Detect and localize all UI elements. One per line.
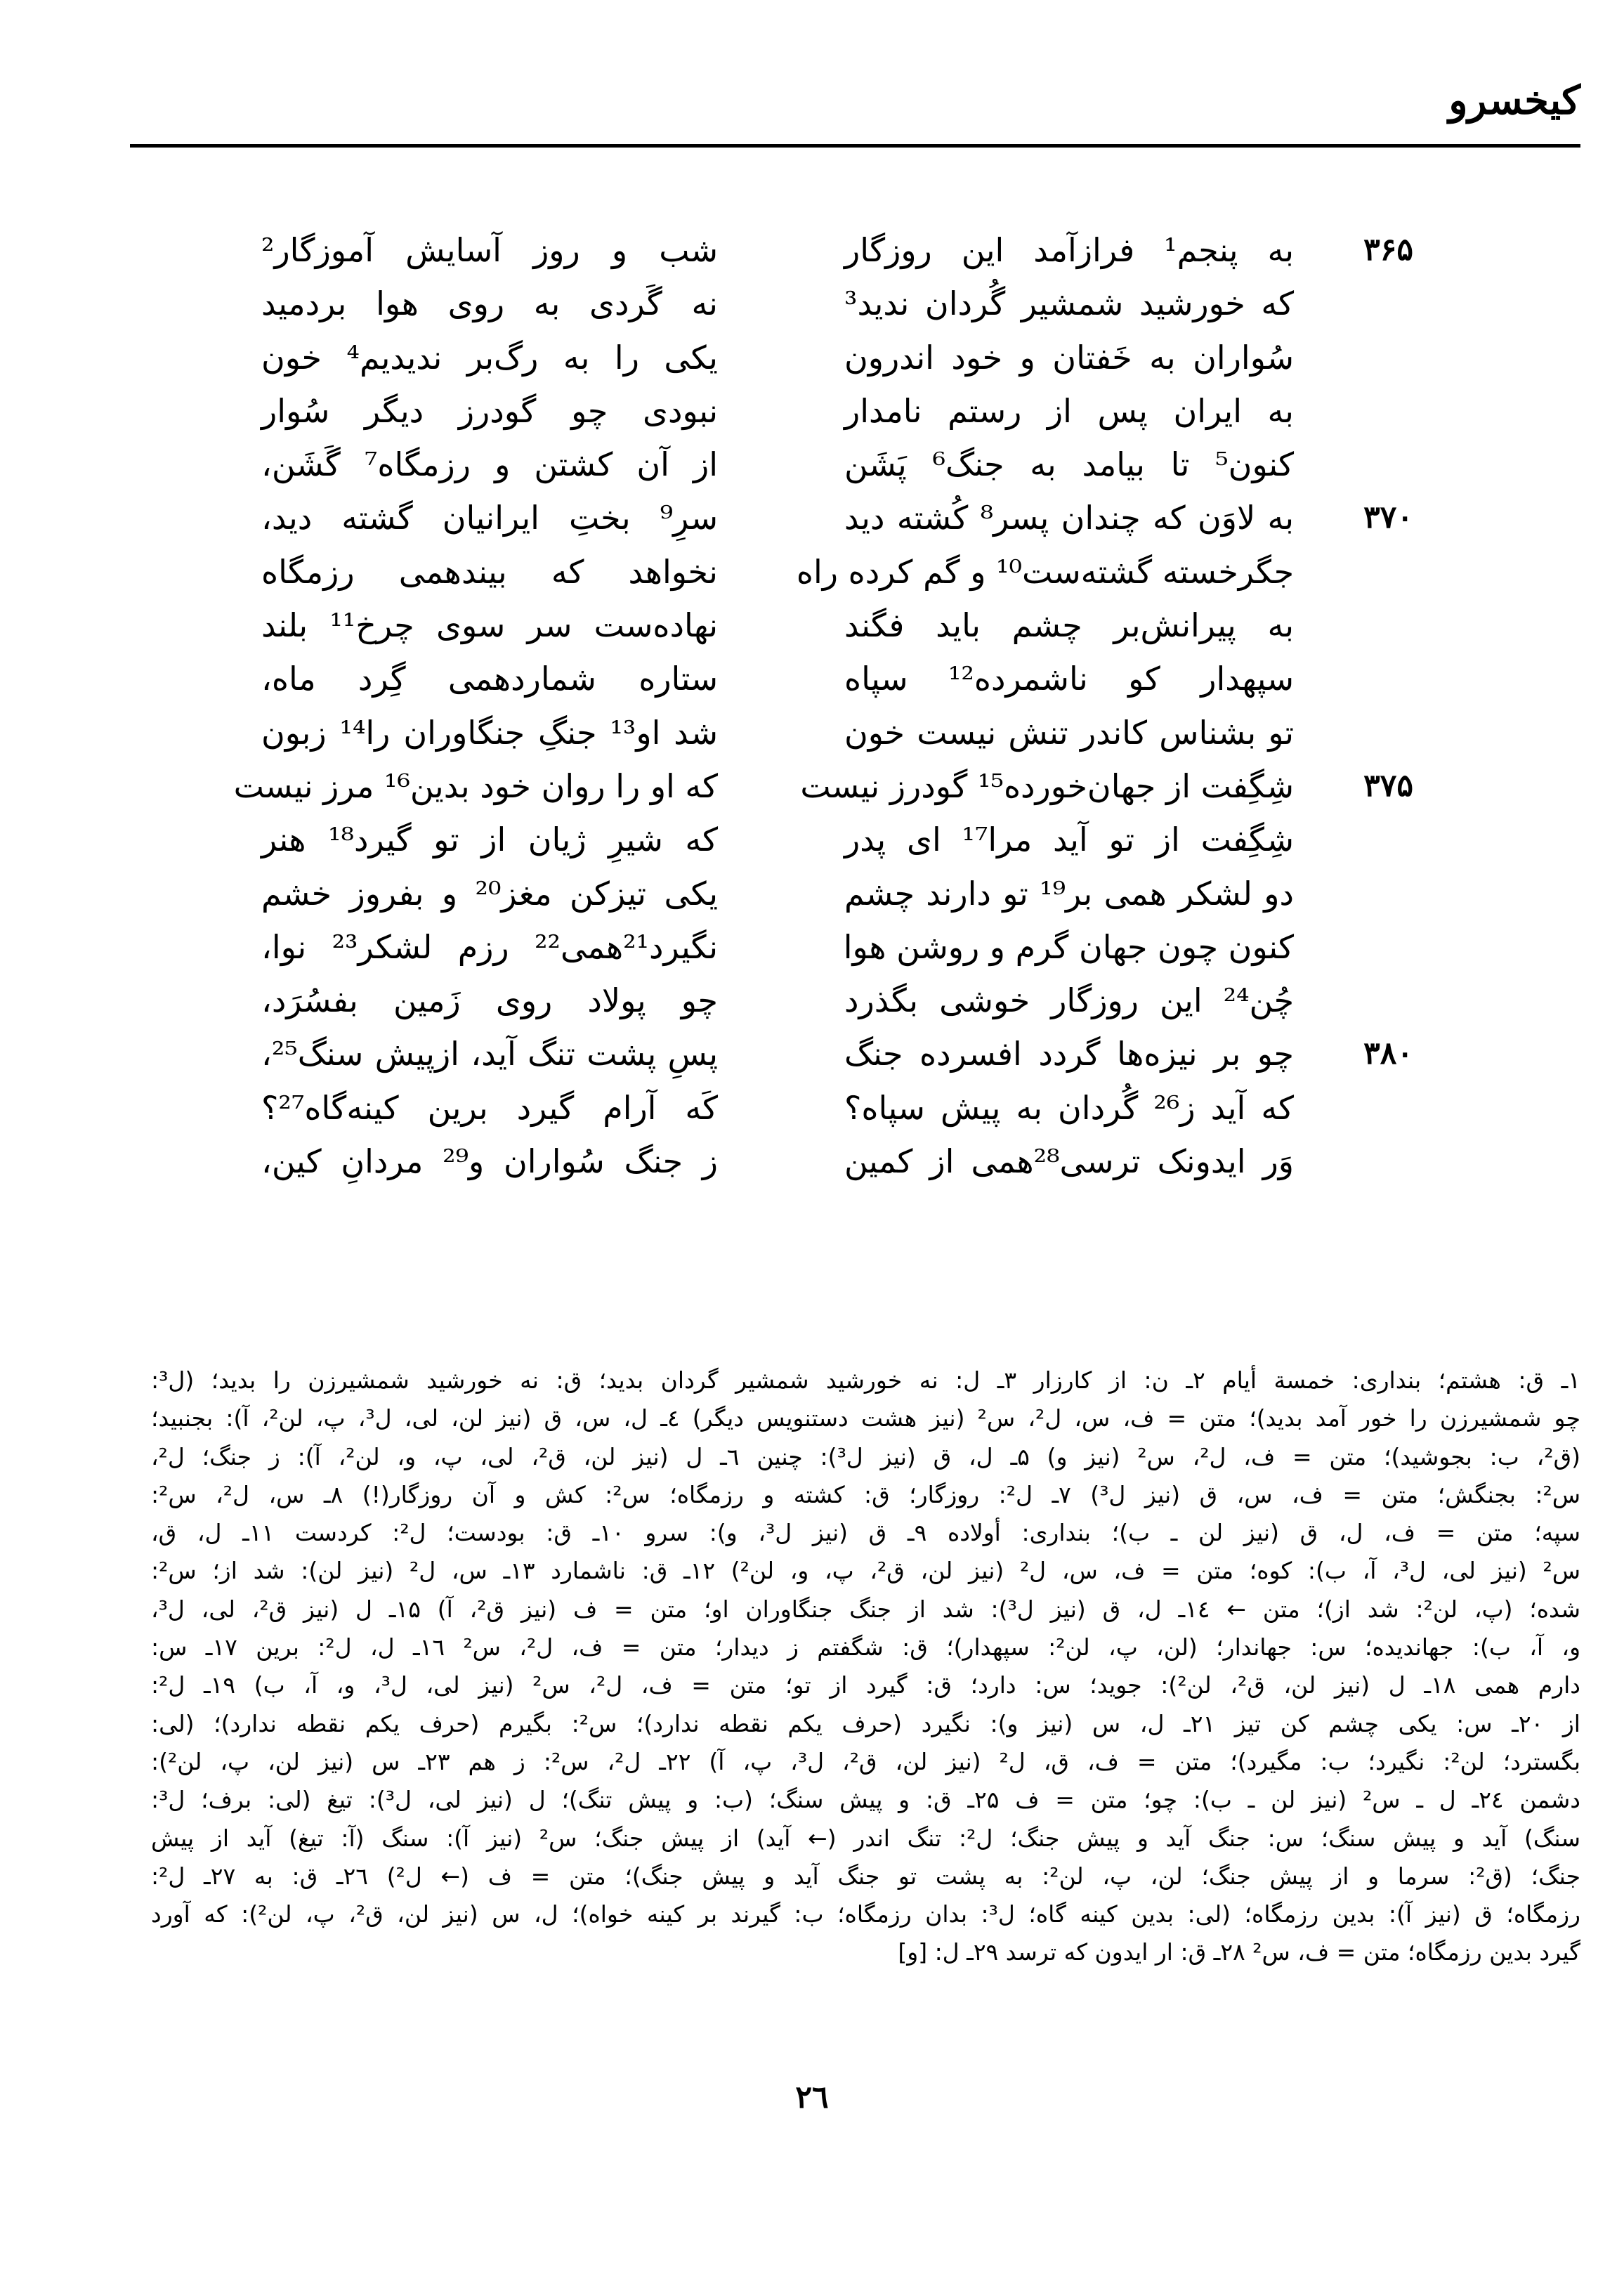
verse-first-hemistich: تو بشناس کاندر تنش نیست خون	[844, 713, 1294, 752]
verse-first-hemistich: سُواران به خَفتان و خود اندرون	[844, 338, 1294, 377]
verse-block	[0, 223, 1624, 1188]
footnote-line: (ق²، ب: بجوشید)؛ متن = ف، ل²، س² (نیز و) ۵ـ ل، ق (نیز ل³): چنین ٦ـ ل (نیز لن، ق²، لی، پ، و، لن²، آ): ز جنگ؛ ل²،	[151, 1442, 1580, 1470]
footnote-line: س²: بجنگش؛ متن = ف، س، ق (نیز ل³) ۷ـ ل²: روزگار؛ ق: کشته و رزمگاه؛ س²: کش و آن روزگار(!) ۸ـ س، ل²، س²:	[151, 1480, 1580, 1508]
verse-first-hemistich: دو لشکر همی بر¹⁹ تو دارند چشم	[844, 874, 1294, 913]
verse-first-hemistich: به ایران پس از رستم نامدار	[844, 391, 1294, 430]
verse-row	[0, 384, 1624, 438]
verse-first-hemistich: چُن²⁴ این روزگار خوشی بگذرد	[844, 981, 1294, 1020]
verse-second-hemistich: شد او¹³ جنگِ جنگاوران را¹⁴ زبون	[261, 713, 718, 752]
line-number: ۳۸۰	[1363, 1036, 1413, 1072]
verse-second-hemistich: که او را روان خود بدین¹⁶ مرز نیست	[233, 766, 718, 805]
verse-second-hemistich: پسِ پشت تنگ آید، ازپیش سنگ²⁵،	[261, 1035, 718, 1073]
footnote-line: رزمگاه؛ ق (نیز آ): بدین رزمگاه؛ (لی: بدین کینه گاه؛ ل³: بدان رزمگاه؛ ب: گیرند بر کینه خواه)؛ ل، س (نیز لن، ق²، پ، لن²): که آورد	[151, 1900, 1580, 1928]
verse-first-hemistich: وَر ایدونک ترسی²⁸همی از کمین	[844, 1142, 1294, 1181]
footnote-line: شده؛ (پ، لن²: شد از)؛ متن ← ۱٤ـ ل، ق (نیز ل³): شد از جنگ جنگاوران او؛ متن = ف (نیز ق²، آ) ۱۵ـ ل (نیز ق²، لی، ل³،	[151, 1595, 1580, 1623]
verse-row	[0, 223, 1624, 277]
verse-second-hemistich: سرِ⁹ بختِ ایرانیان گشته دید،	[261, 499, 718, 537]
verse-first-hemistich: به پنجم¹ فرازآمد این روزگار	[844, 231, 1294, 269]
verse-first-hemistich: چو بر نیزه‌ها گردد افسرده جنگ	[844, 1035, 1294, 1073]
verse-second-hemistich: نه گَردی به روی هوا بردمید	[261, 285, 718, 323]
footnote-line: گیرد بدین رزمگاه؛ متن = ف، س² ۲۸ـ ق: ار ایدون که ترسد ۲۹ـ ل: [و]	[898, 1938, 1580, 1966]
verse-first-hemistich: شِگِفت از تو آید مرا¹⁷ ای پدر	[844, 821, 1294, 859]
verse-row	[0, 1081, 1624, 1135]
line-number: ۳۶۵	[1363, 232, 1413, 268]
footnote-line: جنگ؛ (ق²: سرما و از پیش جنگ؛ لن، پ، لن²: به پشت تو جنگ آید و پیش جنگ)؛ متن = ف (← ل²) ۲٦ـ ق: به ۲۷ـ ل²:	[151, 1862, 1580, 1890]
footnote-line: سپه؛ متن = ف، ل، ق (نیز لن ـ ب)؛ بنداری: أولاده ۹ـ ق (نیز ل³، و): سرو ۱۰ـ ق: بودست؛ ل²: کردست ۱۱ـ ل، ق،	[151, 1519, 1580, 1547]
verse-row	[0, 706, 1624, 759]
verse-second-hemistich: نخواهد که بیندهمی رزمگاه	[261, 552, 718, 591]
verse-second-hemistich: یکی را به رگ‌بر ندیدیم⁴ خون	[261, 338, 718, 377]
verse-row	[0, 759, 1624, 813]
verse-row	[0, 277, 1624, 330]
verse-row	[0, 920, 1624, 974]
footnotes-block	[151, 1362, 1580, 1972]
verse-row	[0, 491, 1624, 544]
verse-first-hemistich: جگرخسته گشته‌ست¹⁰ و گم کرده راه	[796, 552, 1294, 591]
verse-first-hemistich: به لاوَن که چندان پسر⁸ کُشته دید	[844, 499, 1294, 537]
verse-second-hemistich: نگیرد²¹همی²² رزم لشکر²³ نوا،	[261, 927, 718, 966]
verse-first-hemistich: سپهدار کو ناشمرده¹² سپاه	[844, 660, 1294, 698]
verse-second-hemistich: نبودی چو گودرز دیگر سُوار	[261, 391, 718, 430]
verse-first-hemistich: که خورشید شمشیر گُردان ندید³	[844, 285, 1294, 323]
footnote-line: ۱ـ ق: هشتم؛ بنداری: خمسة أيام ۲ـ ن: از کارزار ۳ـ ل: نه خورشید شمشیر گردان بدید؛ ق: نه خورشید شمشیرزن را بدید؛ (ل³:	[151, 1366, 1580, 1394]
footnote-line: سنگ) آید و پیش سنگ؛ س: جنگ آید و پیش جنگ؛ ل²: تنگ اندر (← آید) از پیش جنگ؛ س² (نیز آ): سنگ (آ: تیغ) آید از پیش	[151, 1824, 1580, 1852]
footnote-line: س² (نیز لی، ل³، آ، ب): کوه؛ متن = ف، س، ل² (نیز لن، ق²، پ، و، لن²) ۱۲ـ ق: ناشمارد ۱۳ـ س، ل² (نیز لن): شد از؛ س²:	[151, 1557, 1580, 1585]
verse-row	[0, 652, 1624, 705]
verse-row	[0, 813, 1624, 866]
footnote-line: و، آ، ب): جهاندیده؛ س: جهاندار؛ (لن، پ، لن²: سپهدار)؛ ق: شگفتم ز دیدار؛ متن = ف، ل²، س² ۱٦ـ ل، ل²: برین ۱۷ـ س:	[151, 1633, 1580, 1661]
header-rule	[130, 144, 1580, 148]
verse-first-hemistich: شِگِفت از جهان‌خورده¹⁵ گودرز نیست	[800, 766, 1294, 805]
verse-row	[0, 974, 1624, 1027]
verse-second-hemistich: شب و روز آسایش آموزگار²	[261, 231, 718, 269]
verse-row	[0, 438, 1624, 491]
verse-second-hemistich: نهاده‌ست سر سوی چرخ¹¹ بلند	[261, 606, 718, 645]
footnote-line: دارم همی ۱۸ـ ل (نیز لن، ق²، لن²): جوید؛ س: دارد؛ ق: گیرد از تو؛ متن = ف، ل²، س² (نیز لی، ل³، و، آ، ب) ۱۹ـ ل²:	[151, 1671, 1580, 1699]
footnote-line: چو شمشیرزن را خور آمد بدید)؛ متن = ف، س، ل²، س² (نیز هشت دستنویس دیگر) ٤ـ ل، س، ق (نیز لن، لی، ل³، پ، لن²، آ): بجنبید؛	[151, 1404, 1580, 1432]
verse-second-hemistich: که شیرِ ژیان از تو گیرد¹⁸ هنر	[261, 821, 718, 859]
footnote-line: دشمن ۲٤ـ ل ـ س² (نیز لن ـ ب): چو؛ متن = ف ۲۵ـ ق: و پیش سنگ؛ (ب: و پیش تنگ)؛ ل (نیز لی، ل³): تیغ (لی: برف؛ ل³:	[151, 1786, 1580, 1814]
verse-second-hemistich: از آن کشتن و رزمگاه⁷ گَشَن،	[261, 445, 719, 484]
verse-second-hemistich: ستاره شماردهمی گِرد ماه،	[261, 660, 718, 698]
page-header-title: کیخسرو	[1448, 77, 1580, 124]
verse-second-hemistich: یکی تیزکن مغز²⁰ و بفروز خشم	[261, 874, 719, 913]
line-number: ۳۷۰	[1363, 500, 1413, 536]
verse-first-hemistich: که آید ز²⁶ گُردان به پیش سپاه؟	[844, 1088, 1294, 1127]
verse-row	[0, 1135, 1624, 1188]
footnote-line: از ۲۰ـ س: یکی چشم کن تیز ۲۱ـ ل، س (نیز و): نگیرد (حرف یکم نقطه ندارد)؛ س²: بگیرم (حرف یکم نقطه ندارد)؛ (لی:	[151, 1709, 1580, 1737]
verse-row	[0, 867, 1624, 920]
verse-row	[0, 545, 1624, 599]
verse-row	[0, 599, 1624, 652]
verse-first-hemistich: کنون⁵ تا بیامد به جنگ⁶ پَشَن	[844, 445, 1294, 484]
verse-row	[0, 1027, 1624, 1080]
line-number: ۳۷۵	[1363, 767, 1413, 804]
verse-second-hemistich: ز جنگ سُواران و²⁹ مردانِ کین،	[261, 1142, 718, 1181]
footnote-line: بگسترد؛ لن²: نگیرد؛ ب: مگیرد)؛ متن = ف، ق، ل² (نیز لن، ق²، ل³، پ، آ) ۲۲ـ ل²، س²: ز هم ۲۳ـ س (نیز لن، پ، لن²):	[151, 1747, 1580, 1775]
verse-first-hemistich: به پیرانش‌بر چشم باید فگند	[844, 606, 1294, 645]
verse-second-hemistich: کَه آرام گیرد برین کینه‌گاه²⁷؟	[261, 1088, 718, 1127]
verse-second-hemistich: چو پولاد روی زَمین بفسُرَد،	[261, 981, 718, 1020]
verse-first-hemistich: کنون چون جهان گرم و روشن هوا	[843, 927, 1294, 966]
page-number: ۲٦	[795, 2080, 829, 2115]
verse-row	[0, 331, 1624, 384]
